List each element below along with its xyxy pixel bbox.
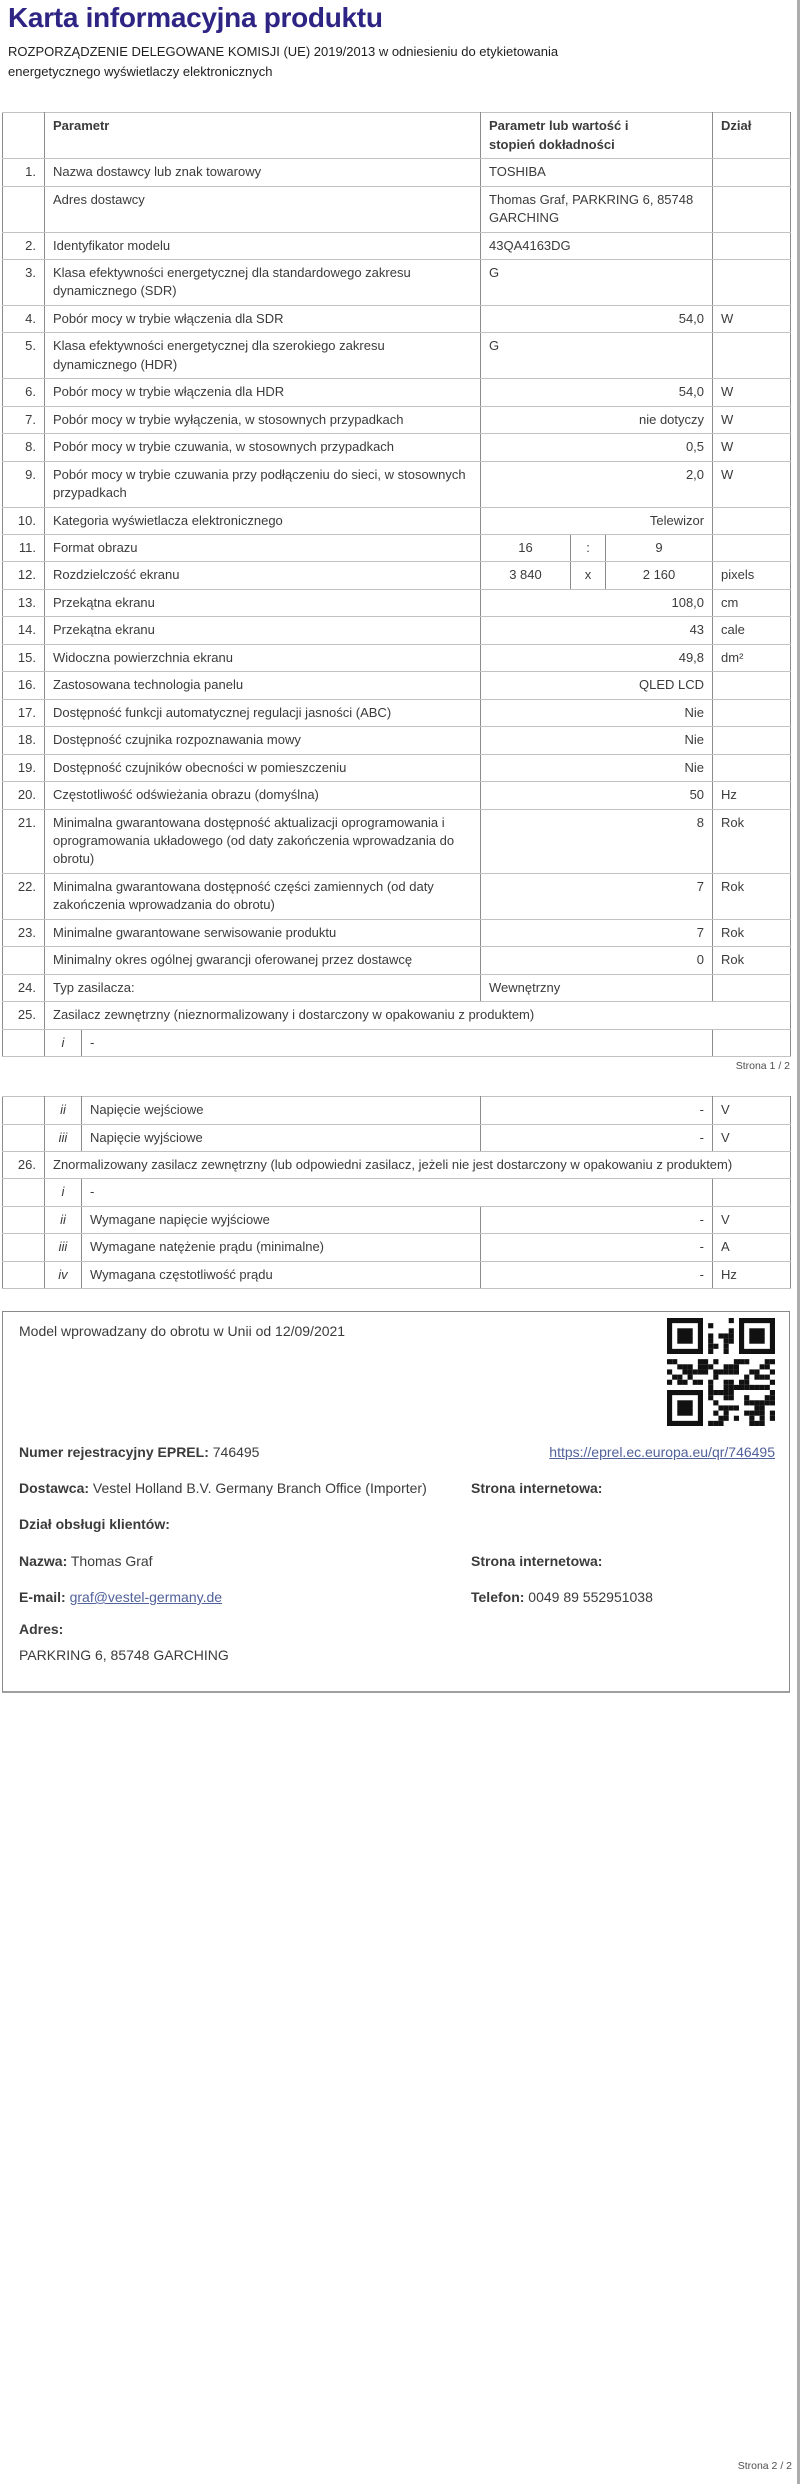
- value-cell: G: [481, 333, 713, 379]
- parameter-cell: Pobór mocy w trybie włączenia dla SDR: [45, 305, 481, 332]
- table-row: [3, 461, 791, 507]
- supplier-value: Vestel Holland B.V. Germany Branch Office (Importer): [92, 1480, 427, 1497]
- row-number-cell: 23.: [3, 919, 45, 946]
- table-row: [3, 617, 791, 644]
- table-row: [3, 1097, 791, 1124]
- supplier-email-link[interactable]: graf@vestel-germany.de: [69, 1589, 223, 1605]
- parameter-cell: Zastosowana technologia panelu: [45, 672, 481, 699]
- unit-cell: Hz: [713, 1261, 791, 1288]
- table-row: [3, 672, 791, 699]
- row-number-cell: 13.: [3, 589, 45, 616]
- supplier-label: Dostawca:: [19, 1480, 90, 1497]
- value-cell: -: [481, 1261, 713, 1288]
- sub-index-cell: i: [45, 1179, 82, 1206]
- table-row: [3, 159, 791, 186]
- unit-cell: Rok: [713, 873, 791, 919]
- unit-cell: W: [713, 305, 791, 332]
- website-label-1: Strona internetowa:: [471, 1480, 603, 1497]
- sub-index-cell: iii: [45, 1234, 82, 1261]
- page-number-2: Strona 2 / 2: [737, 2460, 792, 2472]
- parameter-cell: Pobór mocy w trybie czuwania, w stosownych przypadkach: [45, 434, 481, 461]
- table-row: [3, 589, 791, 616]
- value-cell: 54,0: [481, 305, 713, 332]
- parameter-cell: Adres dostawcy: [45, 186, 481, 232]
- table-row: [3, 947, 791, 974]
- table-row: [3, 260, 791, 306]
- value-cell: TOSHIBA: [481, 159, 713, 186]
- table-row: [3, 562, 791, 589]
- unit-cell: [713, 159, 791, 186]
- parameter-cell: Kategoria wyświetlacza elektronicznego: [45, 507, 481, 534]
- parameter-cell: Rozdzielczość ekranu: [45, 562, 481, 589]
- parameter-cell: Typ zasilacza:: [45, 974, 481, 1001]
- row-number-cell: [3, 1029, 45, 1056]
- parameter-cell: Pobór mocy w trybie czuwania przy podłączeniu do sieci, w stosownych przypadkach: [45, 461, 481, 507]
- value-cell: 8: [481, 809, 713, 873]
- sub-index-cell: iv: [45, 1261, 82, 1288]
- unit-cell: [713, 186, 791, 232]
- row-number-cell: 19.: [3, 754, 45, 781]
- page-number-1: Strona 1 / 2: [735, 1060, 790, 1073]
- parameter-cell: Nazwa dostawcy lub znak towarowy: [45, 159, 481, 186]
- table-row: [3, 406, 791, 433]
- unit-cell: W: [713, 434, 791, 461]
- table-row: [3, 809, 791, 873]
- table-row: [3, 434, 791, 461]
- value-cell: 0: [481, 947, 713, 974]
- product-parameters-table-page1: [2, 112, 791, 1057]
- row-number-cell: 25.: [3, 1002, 45, 1029]
- value-cell: 0,5: [481, 434, 713, 461]
- parameter-cell: Widoczna powierzchnia ekranu: [45, 644, 481, 671]
- value-cell: G: [481, 260, 713, 306]
- value-separator-cell: :: [571, 534, 606, 561]
- value-cell-second: 9: [606, 534, 713, 561]
- value-cell: Nie: [481, 754, 713, 781]
- regulation-subtitle: ROZPORZĄDZENIE DELEGOWANE KOMISJI (UE) 2019/2013 w odniesieniu do etykietowania energetycznego wyświetlaczy elektronicznych: [8, 44, 559, 80]
- parameter-cell: Wymagane napięcie wyjściowe: [82, 1206, 481, 1233]
- unit-cell: W: [713, 379, 791, 406]
- value-separator-cell: x: [571, 562, 606, 589]
- row-number-cell: 11.: [3, 534, 45, 561]
- value-cell-first: 16: [481, 534, 571, 561]
- value-cell: Thomas Graf, PARKRING 6, 85748 GARCHING: [481, 186, 713, 232]
- unit-cell: [713, 699, 791, 726]
- table-row: [3, 699, 791, 726]
- unit-cell: [713, 507, 791, 534]
- header-value: Parametr lub wartość i stopień dokładności: [481, 113, 713, 159]
- table-row: [3, 644, 791, 671]
- parameter-cell: Minimalny okres ogólnej gwarancji oferowanej przez dostawcę: [45, 947, 481, 974]
- parameter-cell: Dostępność czujnika rozpoznawania mowy: [45, 727, 481, 754]
- contact-name-label: Nazwa:: [19, 1552, 68, 1569]
- parameter-cell: Minimalna gwarantowana dostępność części zamiennych (od daty zakończenia wprowadzania do obrotu): [45, 873, 481, 919]
- customer-dept-label: Dział obsługi klientów:: [19, 1516, 170, 1533]
- unit-cell: [713, 534, 791, 561]
- eprel-info-box: [2, 1311, 790, 1693]
- row-number-cell: 9.: [3, 461, 45, 507]
- table-row: [3, 1206, 791, 1233]
- value-cell: 43QA4163DG: [481, 232, 713, 259]
- value-cell: 2,0: [481, 461, 713, 507]
- table-row: [3, 974, 791, 1001]
- table-row: [3, 782, 791, 809]
- row-number-cell: 5.: [3, 333, 45, 379]
- unit-cell: [713, 672, 791, 699]
- parameter-cell: Przekątna ekranu: [45, 617, 481, 644]
- unit-cell: W: [713, 461, 791, 507]
- market-entry-date: Model wprowadzany do obrotu w Unii od 12/09/2021: [19, 1323, 346, 1340]
- value-cell: -: [481, 1234, 713, 1261]
- table-row: [3, 507, 791, 534]
- table-row: [3, 232, 791, 259]
- eprel-row: [19, 1442, 775, 1462]
- unit-cell: V: [713, 1124, 791, 1151]
- unit-cell: pixels: [713, 562, 791, 589]
- address-row: [19, 1619, 775, 1665]
- row-number-cell: 8.: [3, 434, 45, 461]
- unit-cell: [713, 1029, 791, 1056]
- table-row: [3, 919, 791, 946]
- address-label: Adres:: [19, 1621, 64, 1638]
- header-empty-cell: [3, 113, 45, 159]
- row-number-cell: 20.: [3, 782, 45, 809]
- table-row: [3, 1179, 791, 1206]
- parameter-cell: Klasa efektywności energetycznej dla szerokiego zakresu dynamicznego (HDR): [45, 333, 481, 379]
- unit-cell: W: [713, 406, 791, 433]
- unit-cell: Rok: [713, 809, 791, 873]
- unit-cell: Rok: [713, 919, 791, 946]
- value-cell: 7: [481, 873, 713, 919]
- eprel-number-value: 746495: [212, 1443, 260, 1460]
- sub-index-cell: ii: [45, 1097, 82, 1124]
- phone-value: 0049 89 552951038: [528, 1589, 653, 1605]
- value-cell: QLED LCD: [481, 672, 713, 699]
- value-cell: -: [481, 1097, 713, 1124]
- merged-value-cell: -: [82, 1029, 713, 1056]
- table-row: [3, 333, 791, 379]
- unit-cell: [713, 727, 791, 754]
- parameter-cell: Przekątna ekranu: [45, 589, 481, 616]
- eprel-number-label: Numer rejestracyjny EPREL:: [19, 1443, 209, 1460]
- parameter-cell: Dostępność czujników obecności w pomieszczeniu: [45, 754, 481, 781]
- row-number-cell: 7.: [3, 406, 45, 433]
- value-cell: -: [481, 1124, 713, 1151]
- table-row: [3, 754, 791, 781]
- parameter-cell: Napięcie wyjściowe: [82, 1124, 481, 1151]
- phone-label: Telefon:: [471, 1589, 525, 1605]
- parameter-cell: Identyfikator modelu: [45, 232, 481, 259]
- parameter-cell: Dostępność funkcji automatycznej regulacji jasności (ABC): [45, 699, 481, 726]
- unit-cell: A: [713, 1234, 791, 1261]
- row-number-cell: 26.: [3, 1151, 45, 1178]
- row-number-cell: [3, 1261, 45, 1288]
- supplier-row: [19, 1478, 775, 1498]
- parameter-cell: Pobór mocy w trybie włączenia dla HDR: [45, 379, 481, 406]
- unit-cell: [713, 1179, 791, 1206]
- unit-cell: [713, 260, 791, 306]
- header-unit: Dział: [713, 113, 791, 159]
- value-cell: Nie: [481, 727, 713, 754]
- unit-cell: [713, 232, 791, 259]
- row-number-cell: 18.: [3, 727, 45, 754]
- value-cell: 50: [481, 782, 713, 809]
- table-header-row: [3, 113, 791, 159]
- row-number-cell: [3, 947, 45, 974]
- row-number-cell: 12.: [3, 562, 45, 589]
- row-number-cell: 21.: [3, 809, 45, 873]
- contact-name-row: [19, 1551, 775, 1571]
- unit-cell: cale: [713, 617, 791, 644]
- row-number-cell: [3, 1124, 45, 1151]
- parameter-cell: Wymagana częstotliwość prądu: [82, 1261, 481, 1288]
- email-label: E-mail:: [19, 1589, 66, 1605]
- value-cell: 49,8: [481, 644, 713, 671]
- row-number-cell: 24.: [3, 974, 45, 1001]
- table-row: [3, 1151, 791, 1178]
- row-number-cell: 2.: [3, 232, 45, 259]
- parameter-cell: Minimalna gwarantowana dostępność aktualizacji oprogramowania i oprogramowania układowego (od daty zakończenia wprowadzania do obrotu): [45, 809, 481, 873]
- parameter-cell: Napięcie wejściowe: [82, 1097, 481, 1124]
- parameter-cell: Częstotliwość odświeżania obrazu (domyślna): [45, 782, 481, 809]
- parameter-cell: Format obrazu: [45, 534, 481, 561]
- row-number-cell: [3, 1234, 45, 1261]
- header-parameter: Parametr: [45, 113, 481, 159]
- row-number-cell: 6.: [3, 379, 45, 406]
- unit-cell: [713, 754, 791, 781]
- row-number-cell: 22.: [3, 873, 45, 919]
- value-cell-second: 2 160: [606, 562, 713, 589]
- unit-cell: [713, 974, 791, 1001]
- table-row: [3, 1002, 791, 1029]
- product-parameters-table-page2: [2, 1096, 791, 1289]
- value-cell: Wewnętrzny: [481, 974, 713, 1001]
- table-row: [3, 1029, 791, 1056]
- customer-dept-row: [19, 1514, 775, 1534]
- value-cell: Nie: [481, 699, 713, 726]
- unit-cell: Rok: [713, 947, 791, 974]
- row-number-cell: 16.: [3, 672, 45, 699]
- unit-cell: cm: [713, 589, 791, 616]
- unit-cell: [713, 333, 791, 379]
- row-number-cell: 17.: [3, 699, 45, 726]
- parameter-cell: Minimalne gwarantowane serwisowanie produktu: [45, 919, 481, 946]
- eprel-qr-link[interactable]: https://eprel.ec.europa.eu/qr/746495: [549, 1443, 775, 1460]
- table-row: [3, 1124, 791, 1151]
- value-cell: -: [481, 1206, 713, 1233]
- row-number-cell: 14.: [3, 617, 45, 644]
- parameter-cell: Wymagane natężenie prądu (minimalne): [82, 1234, 481, 1261]
- value-cell: 7: [481, 919, 713, 946]
- table-row: [3, 534, 791, 561]
- table-row: [3, 1234, 791, 1261]
- sub-index-cell: i: [45, 1029, 82, 1056]
- table-row: [3, 186, 791, 232]
- qr-code: [667, 1318, 775, 1426]
- contact-email-row: [19, 1587, 775, 1607]
- merged-value-cell: -: [82, 1179, 713, 1206]
- value-cell: 43: [481, 617, 713, 644]
- value-cell: 54,0: [481, 379, 713, 406]
- sub-index-cell: iii: [45, 1124, 82, 1151]
- unit-cell: dm²: [713, 644, 791, 671]
- website-label-2: Strona internetowa:: [471, 1552, 603, 1569]
- parameter-cell: Klasa efektywności energetycznej dla standardowego zakresu dynamicznego (SDR): [45, 260, 481, 306]
- contact-name-value: Thomas Graf: [70, 1552, 153, 1569]
- row-number-cell: 3.: [3, 260, 45, 306]
- table-row: [3, 379, 791, 406]
- unit-cell: V: [713, 1097, 791, 1124]
- row-number-cell: 4.: [3, 305, 45, 332]
- table-row: [3, 873, 791, 919]
- row-number-cell: [3, 1097, 45, 1124]
- row-number-cell: [3, 186, 45, 232]
- unit-cell: V: [713, 1206, 791, 1233]
- value-cell: nie dotyczy: [481, 406, 713, 433]
- value-cell: 108,0: [481, 589, 713, 616]
- parameter-cell: Pobór mocy w trybie wyłączenia, w stosownych przypadkach: [45, 406, 481, 433]
- unit-cell: Hz: [713, 782, 791, 809]
- row-number-cell: 1.: [3, 159, 45, 186]
- spanning-parameter-cell: Znormalizowany zasilacz zewnętrzny (lub odpowiedni zasilacz, jeżeli nie jest dostarczony w opakowaniu z produktem): [45, 1151, 791, 1178]
- table-row: [3, 305, 791, 332]
- address-value: PARKRING 6, 85748 GARCHING: [19, 1646, 229, 1663]
- row-number-cell: 10.: [3, 507, 45, 534]
- table-row: [3, 1261, 791, 1288]
- spanning-parameter-cell: Zasilacz zewnętrzny (nieznormalizowany i dostarczony w opakowaniu z produktem): [45, 1002, 791, 1029]
- value-cell-first: 3 840: [481, 562, 571, 589]
- sub-index-cell: ii: [45, 1206, 82, 1233]
- row-number-cell: 15.: [3, 644, 45, 671]
- table-row: [3, 727, 791, 754]
- value-cell: Telewizor: [481, 507, 713, 534]
- page-title: Karta informacyjna produktu: [8, 2, 383, 33]
- row-number-cell: [3, 1179, 45, 1206]
- row-number-cell: [3, 1206, 45, 1233]
